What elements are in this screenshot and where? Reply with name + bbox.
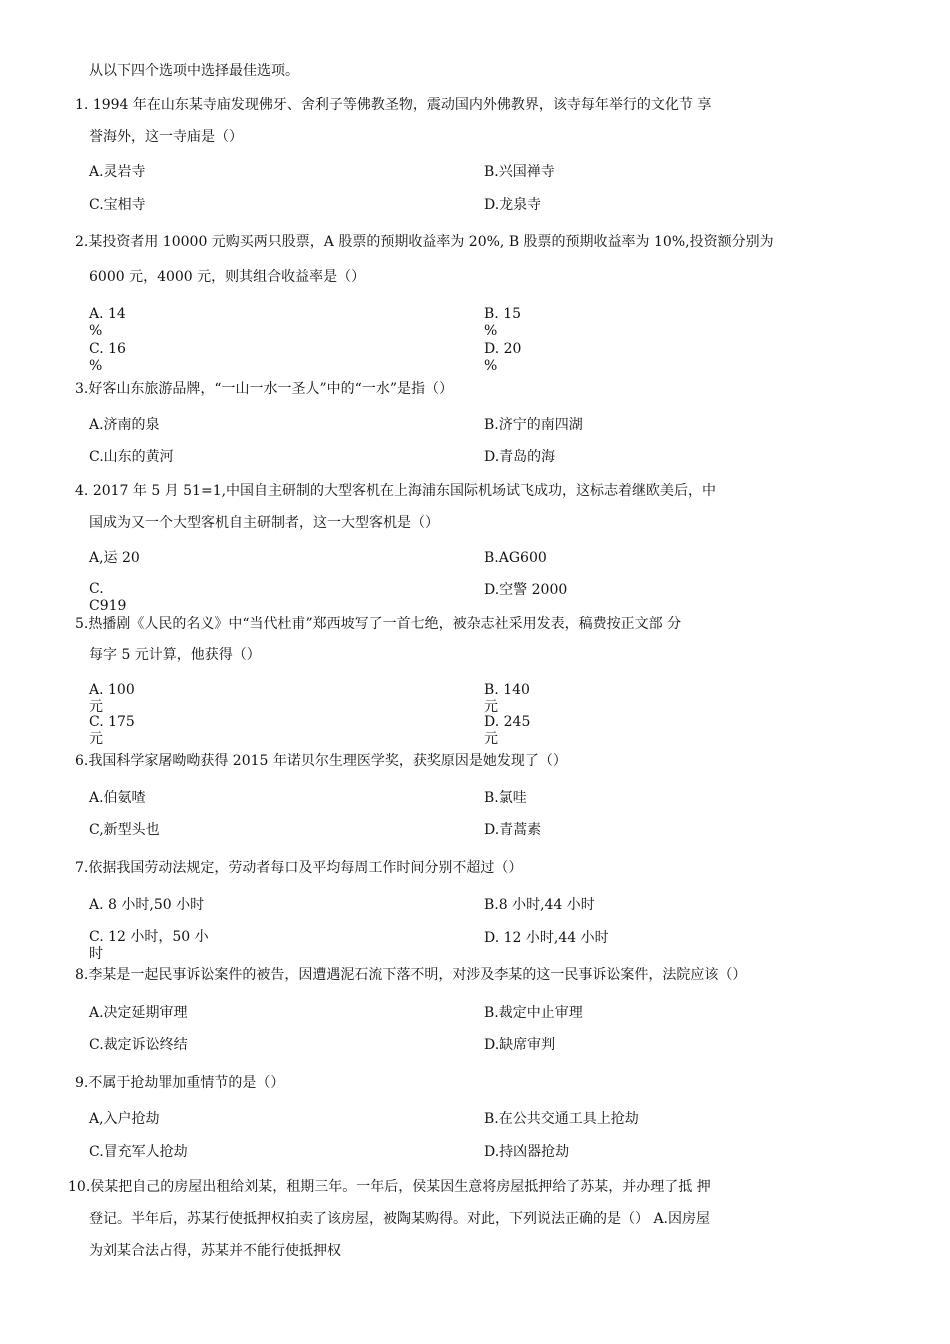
question-2-line-2: 6000 元，4000 元，则其组合收益率是（）: [89, 269, 366, 285]
question-6-option-b[interactable]: B.氯哇: [484, 790, 527, 806]
question-7-option-c[interactable]: C. 12 小时，50 小 时: [89, 929, 209, 962]
question-2-line-1: 2.某投资者用 10000 元购买两只股票，A 股票的预期收益率为 20%, B 股票的预期收益率为 10%,投资额分别为: [75, 234, 774, 250]
question-5-option-b[interactable]: B. 140 元: [484, 682, 530, 715]
question-number: 5.: [75, 616, 89, 632]
question-1-option-c[interactable]: C.宝相寺: [89, 197, 146, 213]
question-number: 3.: [75, 381, 89, 397]
question-number: 10.: [68, 1179, 91, 1195]
question-number: 7.: [75, 860, 89, 876]
question-5-option-c[interactable]: C. 175 元: [89, 714, 135, 747]
question-2-option-d[interactable]: D. 20 %: [484, 341, 522, 374]
question-7-line-1: 7.依据我国劳动法规定，劳动者每口及平均每周工作时间分别不超过（）: [75, 860, 523, 876]
question-10-line-3: 为刘某合法占得，苏某并不能行使抵押权: [89, 1243, 341, 1259]
question-10-line-2: 登记。半年后，苏某行使抵押权拍卖了该房屋，被陶某购得。对此，下列说法正确的是（） A.因房屋: [89, 1211, 711, 1227]
question-number: 9.: [75, 1075, 89, 1091]
question-1-option-b[interactable]: B.兴国禅寺: [484, 164, 555, 180]
question-9-option-c[interactable]: C.冒充军人抢劫: [89, 1144, 188, 1160]
question-3-option-d[interactable]: D.青岛的海: [484, 449, 556, 465]
question-9-line-1: 9.不属于抢劫罪加重情节的是（）: [75, 1075, 285, 1091]
question-8-line-1: 8.李某是一起民事诉讼案件的被告，因遭遇泥石流下落不明，对涉及李某的这一民事诉讼案件，法院应该（）: [75, 967, 747, 983]
question-4-option-b[interactable]: B.AG600: [484, 550, 547, 566]
question-6-option-a[interactable]: A.伯氨喳: [89, 790, 146, 806]
question-1-line-2: 誉海外，这一寺庙是（）: [89, 129, 243, 145]
question-8-option-c[interactable]: C.裁定诉讼终结: [89, 1037, 188, 1053]
question-4-line-2: 国成为又一个大型客机自主研制者，这一大型客机是（）: [89, 515, 439, 531]
question-1-option-a[interactable]: A.灵岩寺: [89, 164, 146, 180]
question-2-option-a[interactable]: A. 14 %: [89, 306, 126, 339]
question-4-line-1: 4. 2017 年 5 月 51=1,中国自主研制的大型客机在上海浦东国际机场试飞成功，这标志着继欧美后，中: [75, 483, 717, 499]
question-5-option-d[interactable]: D. 245 元: [484, 714, 531, 747]
question-5-option-a[interactable]: A. 100 元: [89, 682, 135, 715]
question-8-option-b[interactable]: B.裁定中止审理: [484, 1005, 583, 1021]
question-6-option-c[interactable]: C,新型头也: [89, 822, 160, 838]
question-8-option-d[interactable]: D.缺席审判: [484, 1037, 556, 1053]
question-3-option-c[interactable]: C.山东的黄河: [89, 449, 174, 465]
question-9-option-a[interactable]: A,入户抢劫: [89, 1111, 160, 1127]
question-3-option-b[interactable]: B.济宁的南四湖: [484, 417, 583, 433]
question-7-option-a[interactable]: A. 8 小时,50 小时: [89, 897, 205, 913]
question-1-option-d[interactable]: D.龙泉寺: [484, 197, 542, 213]
question-7-option-d[interactable]: D. 12 小时,44 小时: [484, 930, 609, 946]
question-number: 4.: [75, 483, 89, 499]
question-4-option-c[interactable]: C. C919: [89, 581, 127, 614]
question-2-option-c[interactable]: C. 16 %: [89, 341, 126, 374]
question-9-option-b[interactable]: B.在公共交通工具上抢劫: [484, 1111, 639, 1127]
question-1-line-1: 1. 1994 年在山东某寺庙发现佛牙、舍利子等佛教圣物，震动国内外佛教界，该寺每年举行的文化节 享: [75, 97, 712, 113]
question-3-option-a[interactable]: A.济南的泉: [89, 417, 160, 433]
instructions: 从以下四个选项中选择最佳选项。: [89, 63, 299, 79]
question-5-line-2: 每字 5 元计算，他获得（）: [89, 647, 261, 663]
question-8-option-a[interactable]: A.决定延期审理: [89, 1005, 188, 1021]
question-5-line-1: 5.热播剧《人民的名义》中“当代杜甫”郑西坡写了一首七绝，被杂志社采用发表，稿费按正文部 分: [75, 616, 682, 632]
question-6-option-d[interactable]: D.青蒿素: [484, 822, 542, 838]
question-3-line-1: 3.好客山东旅游品牌，“一山一水一圣人”中的“一水”是指（）: [75, 381, 453, 397]
question-number: 2.: [75, 234, 89, 250]
question-number: 1.: [75, 97, 89, 113]
question-4-option-a[interactable]: A,运 20: [89, 550, 140, 566]
question-number: 6.: [75, 753, 89, 769]
question-4-option-d[interactable]: D.空警 2000: [484, 582, 568, 598]
question-6-line-1: 6.我国科学家屠呦呦获得 2015 年诺贝尔生理医学奖，获奖原因是她发现了（）: [75, 753, 567, 769]
question-7-option-b[interactable]: B.8 小时,44 小时: [484, 897, 595, 913]
question-2-option-b[interactable]: B. 15 %: [484, 306, 522, 339]
question-10-line-1: 10.侯某把自己的房屋出租给刘某，租期三年。一年后，侯某因生意将房屋抵押给了苏某，并办理了抵 押: [68, 1179, 711, 1195]
question-number: 8.: [75, 967, 89, 983]
question-9-option-d[interactable]: D.持凶器抢劫: [484, 1144, 570, 1160]
